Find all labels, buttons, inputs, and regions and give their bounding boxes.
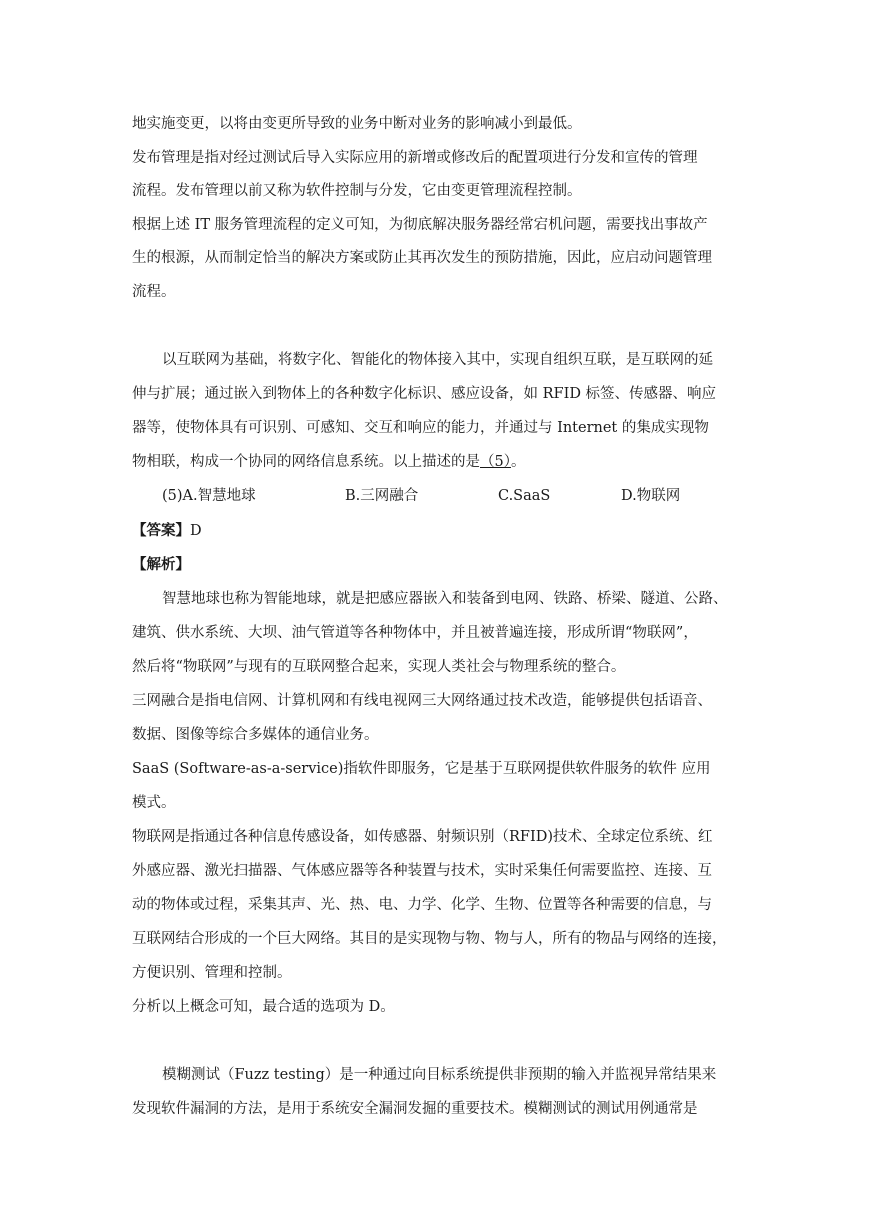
analysis-line: 互联网结合形成的一个巨大网络。其目的是实现物与物、物与人，所有的物品与网络的连接， bbox=[132, 931, 727, 947]
paragraph-line: 发布管理是指对经过测试后导入实际应用的新增或修改后的配置项进行分发和宣传的管理 bbox=[132, 150, 698, 166]
paragraph-line: 地实施变更，以将由变更所导致的业务中断对业务的影响减小到最低。 bbox=[132, 116, 582, 132]
paragraph-line: 流程。 bbox=[132, 284, 176, 300]
analysis-line: 动的物体或过程，采集其声、光、热、电、力学、化学、生物、位置等各种需要的信息，与 bbox=[132, 897, 712, 913]
answer-label: 【答案】 bbox=[132, 522, 190, 539]
analysis-line: 方便识别、管理和控制。 bbox=[132, 965, 292, 981]
paragraph-line: 模糊测试（Fuzz testing）是一种通过向目标系统提供非预期的输入并监视异常结果来 bbox=[162, 1067, 717, 1083]
paragraph-line: 流程。发布管理以前又称为软件控制与分发，它由变更管理流程控制。 bbox=[132, 183, 582, 199]
analysis-line: 建筑、供水系统、大坝、油气管道等各种物体中，并且被普遍连接，形成所谓“物联网”， bbox=[132, 625, 698, 641]
analysis-line: 模式。 bbox=[132, 795, 176, 811]
analysis-line: 数据、图像等综合多媒体的通信业务。 bbox=[132, 727, 379, 743]
analysis-line: 智慧地球也称为智能地球，就是把感应器嵌入和装备到电网、铁路、桥梁、隧道、公路、 bbox=[162, 591, 728, 607]
option-b: B.三网融合 bbox=[345, 488, 419, 504]
analysis-line: 分析以上概念可知，最合适的选项为 D。 bbox=[132, 999, 395, 1015]
analysis-line: 三网融合是指电信网、计算机网和有线电视网三大网络通过技术改造，能够提供包括语音、 bbox=[132, 693, 712, 709]
analysis-label: 【解析】 bbox=[132, 556, 190, 573]
answer-blank: （5） bbox=[480, 454, 511, 470]
paragraph-line: 根据上述 IT 服务管理流程的定义可知，为彻底解决服务器经常宕机问题，需要找出事故产 bbox=[132, 217, 708, 233]
analysis-line: 外感应器、激光扫描器、气体感应器等各种装置与技术，实时采集任何需要监控、连接、互 bbox=[132, 863, 712, 879]
question-end: 。 bbox=[510, 454, 526, 470]
option-d: D.物联网 bbox=[621, 488, 681, 504]
paragraph-line: 生的根源，从而制定恰当的解决方案或防止其再次发生的预防措施，因此，应启动问题管理 bbox=[132, 250, 712, 266]
analysis-line: SaaS (Software-as-a-service)指软件即服务，它是基于互联网提供软件服务的软件 应用 bbox=[132, 761, 711, 777]
answer-value: D bbox=[190, 523, 202, 539]
question-text: 物相联，构成一个协同的网络信息系统。以上描述的是 bbox=[132, 454, 480, 470]
analysis-line: 物联网是指通过各种信息传感设备，如传感器、射频识别（RFID)技术、全球定位系统、红 bbox=[132, 829, 713, 845]
option-c: C.SaaS bbox=[498, 488, 551, 504]
question-line bbox=[132, 452, 525, 472]
analysis-line: 然后将“物联网”与现有的互联网整合起来，实现人类社会与物理系统的整合。 bbox=[132, 659, 626, 675]
paragraph-line: 发现软件漏洞的方法，是用于系统安全漏洞发掘的重要技术。模糊测试的测试用例通常是 bbox=[132, 1101, 698, 1117]
option-a: (5)A.智慧地球 bbox=[162, 488, 256, 504]
question-line: 以互联网为基础，将数字化、智能化的物体接入其中，实现自组织互联，是互联网的延 bbox=[162, 352, 713, 368]
question-line: 伸与扩展；通过嵌入到物体上的各种数字化标识、感应设备，如 RFID 标签、传感器、响应 bbox=[132, 386, 717, 402]
answer-line bbox=[132, 521, 202, 541]
question-line: 器等，使物体具有可识别、可感知、交互和响应的能力，并通过与 Internet 的集成实现物 bbox=[132, 420, 709, 436]
